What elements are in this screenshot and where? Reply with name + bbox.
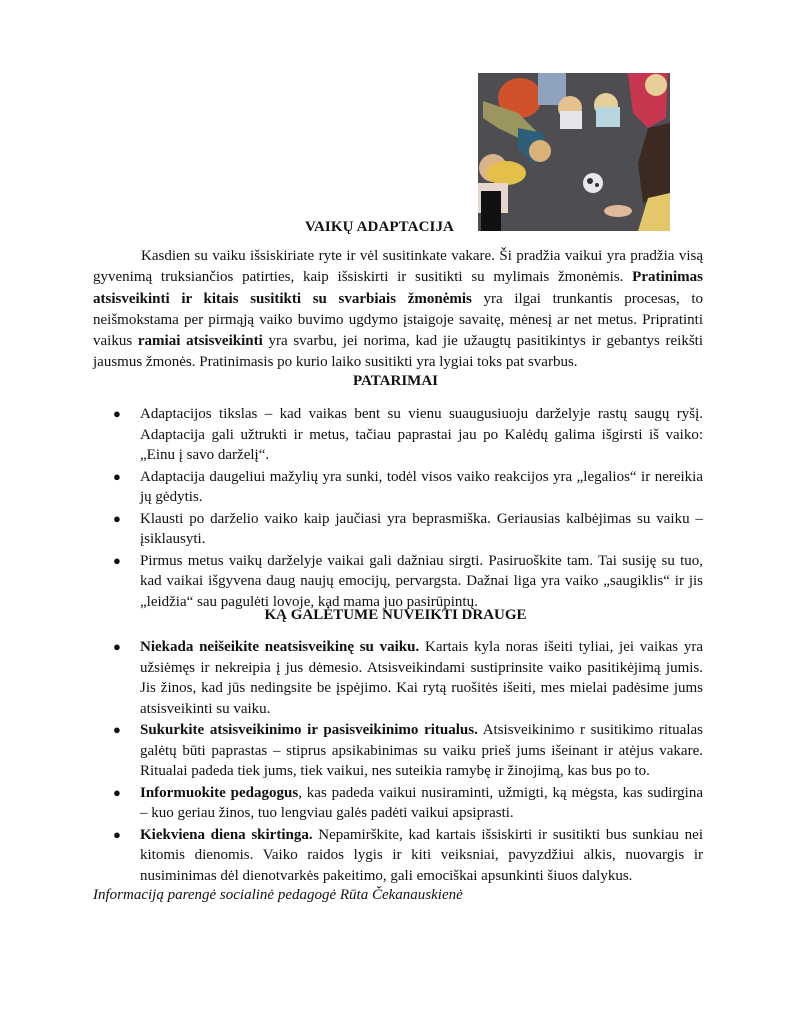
bullet-icon: ● [113, 406, 121, 421]
children-photo [478, 73, 670, 231]
bullet-icon: ● [113, 826, 121, 842]
together-list [113, 637, 703, 887]
list-item: ● Kiekviena diena skirtinga. Nepamirškite, kad kartais išsiskirti ir susitikti bus sunkiau nei kitomis dienomis. Vaiko raidos lygis ir kiti veiksniai, pavyzdžiui alkis, nuovargis ir nusiminimas dėl dienotvarkės pakeitimo, gali emociškai apsunkinti šiuos dalykus. [113, 826, 703, 884]
intro-text-3: yra svarbu, jei norima, kad jie užaugtų pasitikintys ir gebantys reikšti jausmus žmonės. Pratinimasis po kurio laiko susitikti yra lygiai toks pat svarbus. [93, 333, 703, 371]
list-item: ● Klausti po darželio vaiko kaip jaučiasi yra beprasmiška. Geriausias kalbėjimas su vaiku – įsiklausyti. [113, 510, 703, 547]
intro-text-1: Kasdien su vaiku išsiskiriate ryte ir vėl susitinkate vakare. Ši pradžia vaikui yra pradžia visą gyvenimą truksiančios patirties, kaip išsiskirti ir susitikti su mylimais žmonėmis. [93, 248, 703, 286]
list-item: ● Pirmus metus vaikų darželyje vaikai gali dažniau sirgti. Pasiruoškite tam. Tai susiję su tuo, kad vaikai išgyvena daug naujų emocijų, pervargsta. Dažnai liga yra vaiko „saugiklis“ ir jis „leidžia“ sau pagulėti lovoje, kad mama juo pasirūpintų. [113, 552, 703, 610]
intro-text-2: yra ilgai trunkantis procesas, to neišmokstama per pirmąją vaiko buvimo ugdymo įstaigoje savaitę, mėnesį ar net metus. Pripratinti vaikus [93, 290, 703, 350]
bullet-icon: ● [113, 639, 121, 654]
bullet-icon: ● [113, 510, 121, 526]
section-heading-together: KĄ GALĖTUME NUVEIKTI DRAUGE [264, 607, 527, 623]
document-title: VAIKŲ ADAPTACIJA [305, 219, 454, 235]
bullet-icon: ● [113, 552, 121, 568]
children-playing-image [478, 73, 670, 231]
intro-bold-2: ramiai atsisveikinti [137, 333, 263, 350]
list-item: ● Adaptacija daugeliui mažylių yra sunki, todėl visos vaiko reakcijos yra „legalios“ ir nereikia jų gėdytis. [113, 468, 703, 505]
list-item: ● Informuokite pedagogus, kas padeda vaikui nusiraminti, užmigti, ką mėgsta, kas sudirgina – kuo geriau žinos, tuo lengviau galės padėti vaikui apsiprasti. [113, 784, 703, 821]
intro-paragraph [93, 246, 703, 374]
tips-list [113, 404, 703, 613]
bullet-icon: ● [113, 468, 121, 484]
list-item: ● Adaptacijos tikslas – kad vaikas bent su vienu suaugusiuoju darželyje rastų saugų ryšį. Adaptacija gali užtrukti ir metus, tačiau paprastai jau po Kalėdų galima išgirsti iš vaiko: „Einu į savo darželį“. [113, 406, 703, 463]
bullet-icon: ● [113, 722, 121, 737]
author-credit: Informaciją parengė socialinė pedagogė Rūta Čekanauskienė [93, 887, 463, 903]
section-heading-tips: PATARIMAI [353, 373, 438, 389]
list-item: ● Sukurkite atsisveikinimo ir pasisveikinimo ritualus. Atsisveikinimo r susitikimo ritualas galėtų būti paprastas – stiprus apsikabinimas su vaiku prieš jums išeinant ir atėjus vakare. Ritualai padeda tiek jums, tiek vaikui, nes suteikia ramybę ir žinojimą, kas bus po to. [113, 722, 703, 779]
intro-bold-1: Pratinimas atsisveikinti ir kitais susitikti su svarbiais žmonėmis [93, 269, 703, 307]
bullet-icon: ● [113, 784, 121, 800]
list-item: ● Niekada neišeikite neatsisveikinę su vaiku. Kartais kyla noras išeiti tyliai, jei vaikas yra užsiėmęs ir nekreipia į jus dėmesio. Atsisveikindami sustiprinsite vaiko pasitikėjimą jumis. Jis žinos, kad jūs nedingsite be įspėjimo. Kai rytą ruošitės išeiti, mes mielai padėsime jums atsisveikinti su vaiku. [113, 639, 703, 717]
